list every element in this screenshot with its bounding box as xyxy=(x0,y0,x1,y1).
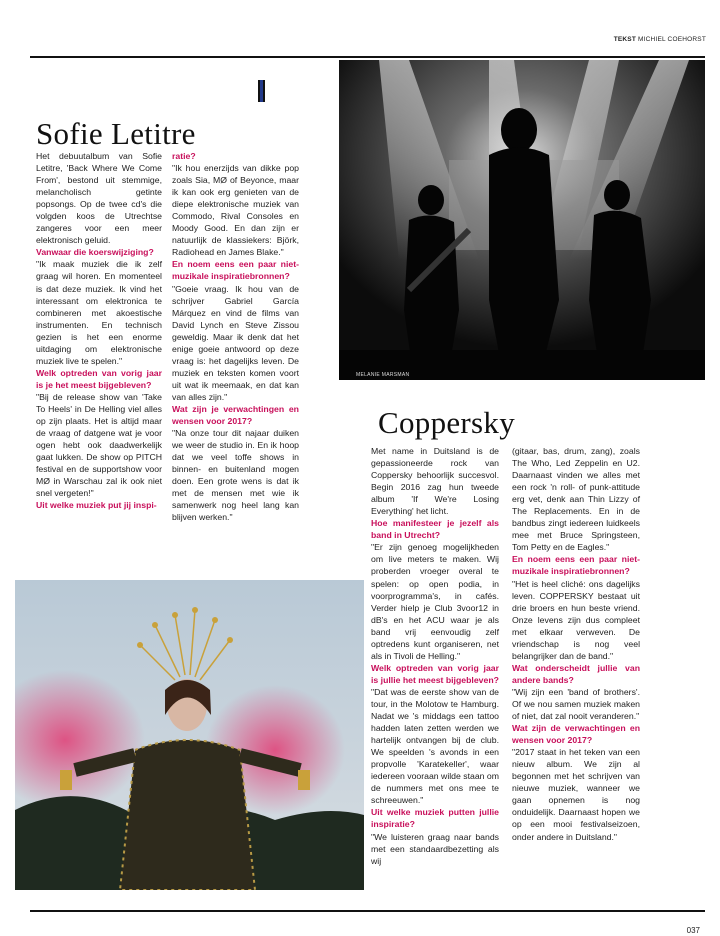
body-paragraph: "2017 staat in het teken van een nieuw album. We zijn al begonnen met het schrijven van nieuwe muziek, wanneer we gaan opnemen is nog onduidelijk. Daarnaast hopen we op een mooi festivalseizoen, onder andere in Duitsland." xyxy=(512,747,640,842)
article-title-sofie-letitre: Sofie Letitre xyxy=(36,116,196,151)
body-paragraph: Met name in Duitsland is de gepassioneerde rock van Coppersky behoorlijk succesvol. Begin 2016 zag hun tweede album 'If We're Losing Everything' het licht. xyxy=(371,446,499,517)
coppersky-concert-photo xyxy=(339,60,705,380)
body-paragraph: "Ik hou enerzijds van dikke pop zoals Sia, MØ of Beyonce, maar ik kan ook erg genieten van de diepe elektronische muziek van Commodo, Rival Consoles en Moody Good. En dan zijn er natuurlijk de klassiekers: Björk, Radiohead en James Blake." xyxy=(172,163,299,258)
photo-credit: MELANIE MARSMAN xyxy=(356,372,410,378)
author-credit xyxy=(614,36,706,43)
body-paragraph: "Goeie vraag. Ik hou van de schrijver Gabriel García Márquez en vind de films van David Lynch en Steve Zissou geweldig. Maar ik denk dat het enige goeie antwoord op deze vraag is: het dagelijks leven. De muziek en teksten komen voort uit wat ik meemaak, en dat kan van alles zijn." xyxy=(172,283,299,402)
body-paragraph: (gitaar, bas, drum, zang), zoals The Who, Led Zeppelin en U2. Daarnaast vinden we alles met een rock 'n roll- of punk-attitude erg vet, denk aan Thin Lizzy of The Replacements. En in de bandbus zingt iedereen luidkeels mee met Bruce Springsteen, Tom Petty en de Eagles." xyxy=(512,446,640,553)
interview-question: Welk optreden van vorig jaar is je het meest bijgebleven? xyxy=(36,367,162,390)
interview-question: En noem eens een paar niet-muzikale inspiratiebronnen? xyxy=(512,554,640,577)
body-paragraph: "Er zijn genoeg mogelijkheden om live meters te maken. Wij proberden vroeger overal te spelen: op open podia, in voorprogramma's, in cafés. Verder hielp je Club 3voor12 in dB's en het ACU waar je als band vrij eenvoudig zelf optredens kunt organiseren, net als in Tivoli de Helling." xyxy=(371,542,499,661)
body-paragraph: "We luisteren graag naar bands met een standaardbezetting als wij xyxy=(371,831,499,866)
body-paragraph: "Wij zijn een 'band of brothers'. Of we nou samen muziek maken of niet, dat zal nooit veranderen." xyxy=(512,686,640,722)
sofie-column-2 xyxy=(172,150,299,523)
top-rule xyxy=(30,56,705,58)
coppersky-column-2 xyxy=(512,445,640,843)
page-number: 037 xyxy=(686,926,700,935)
body-paragraph: Het debuutalbum van Sofie Letitre, 'Back Where We Come From', bestond uit stemmige, melancholisch getinte popsongs. Op de twee cd's die volgden koos de Utrechtse zangeres voor een meer elektronisch geluid. xyxy=(36,151,162,246)
interview-question: Uit welke muziek put jij inspi- xyxy=(36,500,157,511)
credit-label: TEKST xyxy=(613,36,637,43)
interview-question: Wat onderscheidt jullie van andere bands? xyxy=(512,662,640,685)
article-title-coppersky: Coppersky xyxy=(378,405,516,440)
interview-question: Hoe manifesteer je jezelf als band in Utrecht? xyxy=(371,518,499,541)
interview-question: Vanwaar die koerswijziging? xyxy=(36,247,154,258)
interview-question: ratie? xyxy=(172,151,196,161)
interview-question: Wat zijn de verwachtingen en wensen voor 2017? xyxy=(512,723,640,746)
interview-question: Wat zijn je verwachtingen en wensen voor 2017? xyxy=(172,403,299,427)
credit-name: MICHIEL COEHORST xyxy=(638,36,706,43)
body-paragraph: "Na onze tour dit najaar duiken we weer de studio in. En ik hoop dat we veel toffe shows in binnen- en buitenland mogen doen. Een grote wens is dat ik met de mensen met wie ik samenwerk nog heel lang kan blijven werken." xyxy=(172,428,299,523)
body-paragraph: "Het is heel cliché: ons dagelijks leven. COPPERSKY bestaat uit drie broers en hun beste vriend. Onze levens zijn dus compleet met elkaar verweven. De vriendschap is nog veel belangrijker dan de band." xyxy=(512,578,640,661)
coppersky-column-1 xyxy=(371,445,499,867)
sofie-column-1 xyxy=(36,150,162,511)
body-paragraph: "Ik maak muziek die ik zelf graag wil horen. En momenteel is dat deze muziek. Ik vind het interessant om elektronica te combineren met akoestische instrumenten. En technisch gezien is het een enorme uitdaging om elektronische muziek live te spelen." xyxy=(36,259,162,366)
body-paragraph: "Dat was de eerste show van de tour, in the Molotow te Hamburg. Nadat we 's middags een tattoo hadden laten zetten werden we hartelijk ontvangen bij de club. We speelden 's avonds in een propvolle 'Karatekeller', waar iedereen vooraan wilde staan om de nummers met ons mee te schreeuwen." xyxy=(371,686,499,806)
sofie-letitre-photo xyxy=(15,580,364,890)
interview-question: Welk optreden van vorig jaar is jullie het meest bijgebleven? xyxy=(371,662,499,685)
bottom-rule xyxy=(30,910,705,912)
section-mark xyxy=(258,80,265,102)
body-paragraph: "Bij de release show van 'Take To Heels' in De Helling viel alles op zijn plaats. Het is altijd maar de vraag of datgene wat je voor ogen hebt ook daadwerkelijk gaat lukken. De show op PITCH festival en de supportshow voor MØ in Warschau zal ik ook niet snel vergeten!" xyxy=(36,391,162,499)
interview-question: Uit welke muziek putten jullie inspiratie? xyxy=(371,807,499,830)
interview-question: En noem eens een paar niet-muzikale inspiratiebronnen? xyxy=(172,259,299,282)
